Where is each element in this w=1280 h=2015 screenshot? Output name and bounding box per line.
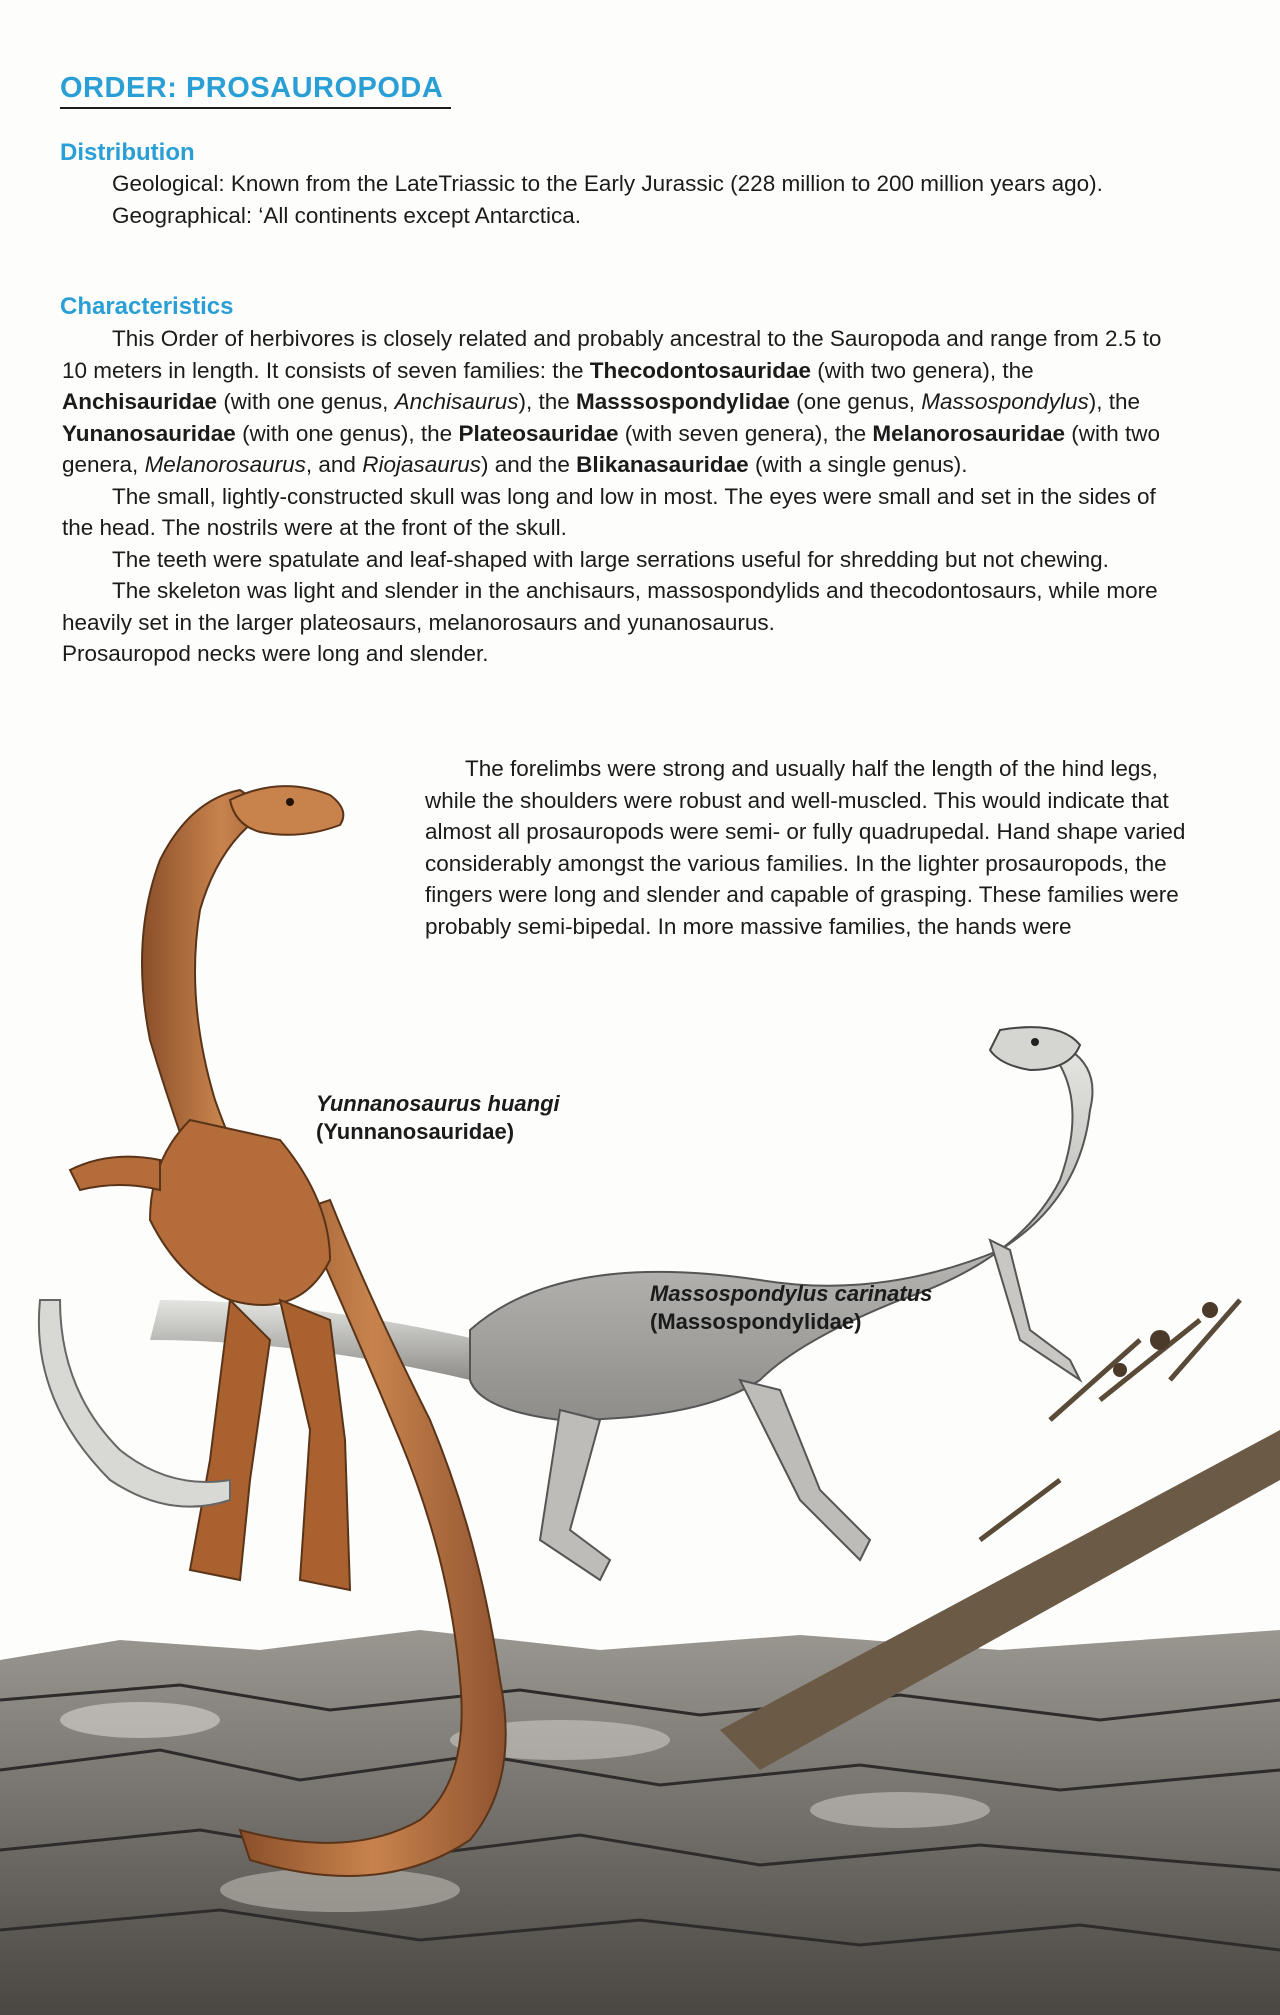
characteristics-heading: Characteristics: [60, 293, 234, 320]
dinosaur-illustration: [0, 780, 1280, 2015]
characteristics-text: [62, 323, 1182, 670]
genus-name: Melanorosaurus: [144, 452, 306, 477]
text-span: (with two genera,: [62, 420, 1161, 477]
text-span: This Order of herbivores is closely related and probably ancestral to the Sauropoda and range from 2.5 to 10 meters in length. It consists of seven families: the: [62, 326, 1162, 383]
geographical-text: Geographical: ‘All continents except Antarctica.: [112, 202, 582, 228]
genus-name: Riojasaurus: [362, 452, 482, 477]
geological-text: Geological: Known from the LateTriassic to the Early Jurassic (228 million to 200 million years ago).: [112, 171, 1103, 196]
family-name: Thecodontosauridae: [589, 357, 812, 383]
necks-paragraph: Prosauropod necks were long and slender.: [62, 641, 489, 666]
genus-name: Massospondylus: [921, 389, 1089, 414]
text-span: (one genus,: [789, 389, 922, 414]
page-title: ORDER: PROSAUROPODA: [60, 72, 451, 109]
rocky-ground: [0, 1630, 1280, 2015]
text-span: ) and the: [481, 452, 577, 477]
text-span: (with a single genus).: [748, 452, 968, 477]
text-span: (with one genus), the: [235, 420, 459, 446]
family-name: Melanorosauridae: [872, 420, 1065, 446]
text-span: ), the: [1088, 389, 1141, 414]
caption-family: (Massospondylidae): [650, 1309, 862, 1334]
caption-species: Yunnanosaurus huangi: [316, 1091, 560, 1116]
family-name: Blikanasauridae: [576, 452, 749, 477]
text-span: (with one genus,: [217, 389, 395, 414]
caption-family: (Yunnanosauridae): [316, 1119, 515, 1144]
family-name: Anchisauridae: [62, 389, 218, 414]
distribution-heading: Distribution: [60, 139, 195, 166]
distribution-text: [62, 168, 1182, 231]
skeleton-paragraph: The skeleton was light and slender in the anchisaurs, massospondylids and thecodontosaurs, while more heavily set in the larger plateosaurs, melanorosaurs and yunanosaurus.: [62, 578, 1158, 635]
text-span: , and: [305, 452, 363, 477]
caption-species: Massospondylus carinatus: [650, 1281, 933, 1306]
families-paragraph: [62, 323, 1182, 481]
family-name: Masssospondylidae: [576, 389, 790, 414]
teeth-paragraph: The teeth were spatulate and leaf-shaped with large serrations useful for shredding but not chewing.: [112, 546, 1109, 572]
family-name: Yunanosauridae: [62, 420, 236, 446]
skull-paragraph: The small, lightly-constructed skull was long and low in most. The eyes were small and set in the sides of the head. The nostrils were at the front of the skull.: [62, 483, 1156, 540]
massospondylus-caption: [650, 1280, 932, 1336]
genus-name: Anchisaurus: [394, 389, 519, 414]
forelimbs-paragraph: The forelimbs were strong and usually half the length of the hind legs, while the shoulders were robust and well-muscled. This would indicate that almost all prosauropods were semi- or fully quadrupedal. Hand shape varied considerably amongst the various families. In the lighter prosauropods, the fingers were long and slender and capable of grasping. These families were probably semi-bipedal. In more massive families, the hands were: [425, 756, 1186, 939]
text-span: (with two genera), the: [811, 357, 1034, 383]
yunnanosaurus-caption: [316, 1090, 560, 1146]
text-span: ), the: [518, 389, 577, 414]
text-span: (with seven genera), the: [618, 420, 873, 446]
family-name: Plateosauridae: [458, 420, 619, 446]
